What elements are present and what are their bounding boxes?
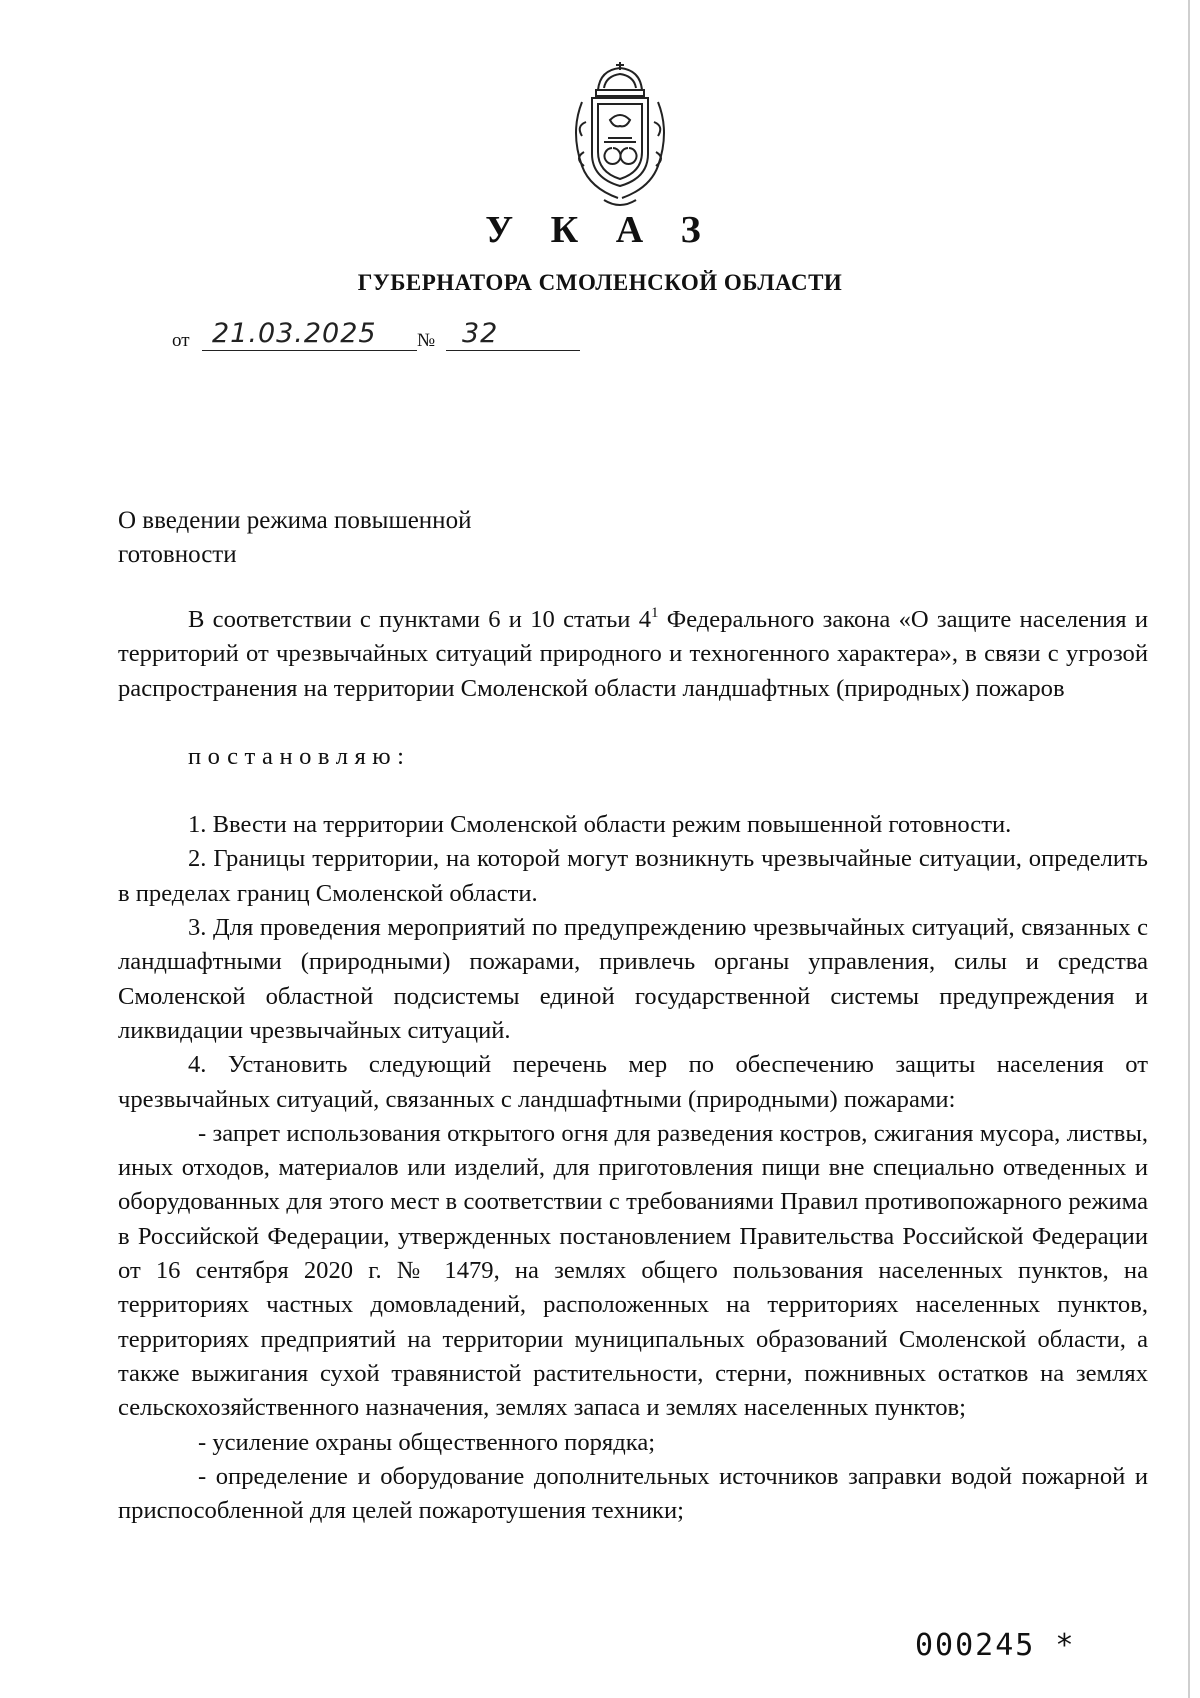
item-1: 1. Ввести на территории Смоленской области режим повышенной готовности. xyxy=(188,811,1012,839)
number-underline xyxy=(446,350,580,351)
document-title: У К А З xyxy=(485,209,715,251)
document-body xyxy=(118,603,1148,1528)
subject-line-2: готовности xyxy=(118,541,237,568)
handwritten-number: 32 xyxy=(462,318,499,349)
item-3: 3. Для проведения мероприятий по предупреждению чрезвычайных ситуаций, связанных с ландшафтными (природными) пожарами, привлечь органы управления, силы и средства Смоленской областной подсистемы единой государственной системы предупреждения и ликвидации чрезвычайных ситуаций. xyxy=(118,914,1148,1044)
measure-2: - усиление охраны общественного порядка; xyxy=(198,1428,656,1456)
document-issuer: ГУБЕРНАТОРА СМОЛЕНСКОЙ ОБЛАСТИ xyxy=(357,270,843,295)
date-number-line xyxy=(172,320,632,354)
preamble-superscript: 1 xyxy=(651,605,659,621)
decree-word: постановляю: xyxy=(188,742,411,770)
date-underline xyxy=(202,350,417,351)
spacer xyxy=(118,774,1148,808)
item-4: 4. Установить следующий перечень мер по обеспечению защиты населения от чрезвычайных ситуаций, связанных с ландшафтными (природными) пожарами: xyxy=(118,1051,1148,1113)
date-label: от xyxy=(172,330,190,351)
measure-1: - запрет использования открытого огня для разведения костров, сжигания мусора, листвы, иных отходов, материалов или изделий, для приготовления пищи вне специально отведенных и оборудованных для этого мест в соответствии с требованиями Правил противопожарного режима в Российской Федерации, утвержденных постановлением Правительства Российской Федерации от 16 сентября 2020 г. № 1479, на землях общего пользования населенных пунктов, на территориях частных домовладений, расположенных на территориях населенных пунктов, территориях предприятий на территории муниципальных образований Смоленской области, а также выжигания сухой травянистой растительности, стерни, пожнивных остатков на землях сельскохозяйственного назначения, землях запаса и землях населенных пунктов; xyxy=(118,1119,1148,1422)
number-label: № xyxy=(417,330,436,351)
preamble-text: В соответствии с пунктами 6 и 10 статьи 4 xyxy=(188,606,651,633)
subject-line-1: О введении режима повышенной xyxy=(118,507,472,534)
handwritten-date: 21.03.2025 xyxy=(212,318,377,349)
coat-of-arms-emblem xyxy=(560,62,680,212)
scan-edge-line xyxy=(1188,0,1190,1698)
measure-3: - определение и оборудование дополнительных источников заправки водой пожарной и приспособленной для целей пожаротушения техники; xyxy=(118,1462,1148,1525)
document-subject xyxy=(118,504,638,572)
item-2: 2. Границы территории, на которой могут возникнуть чрезвычайные ситуации, определить в пределах границ Смоленской области. xyxy=(118,845,1148,907)
preamble-text-continued: Федерального закона «О защите населения и территорий от чрезвычайных ситуаций природного и техногенного характера», в связи с угрозой распространения на территории Смоленской области ландшафтных (природных) пожаров xyxy=(118,606,1148,702)
spacer xyxy=(118,706,1148,740)
preamble-paragraph xyxy=(118,603,1148,706)
form-serial-number: 000245 * xyxy=(915,1628,1076,1663)
